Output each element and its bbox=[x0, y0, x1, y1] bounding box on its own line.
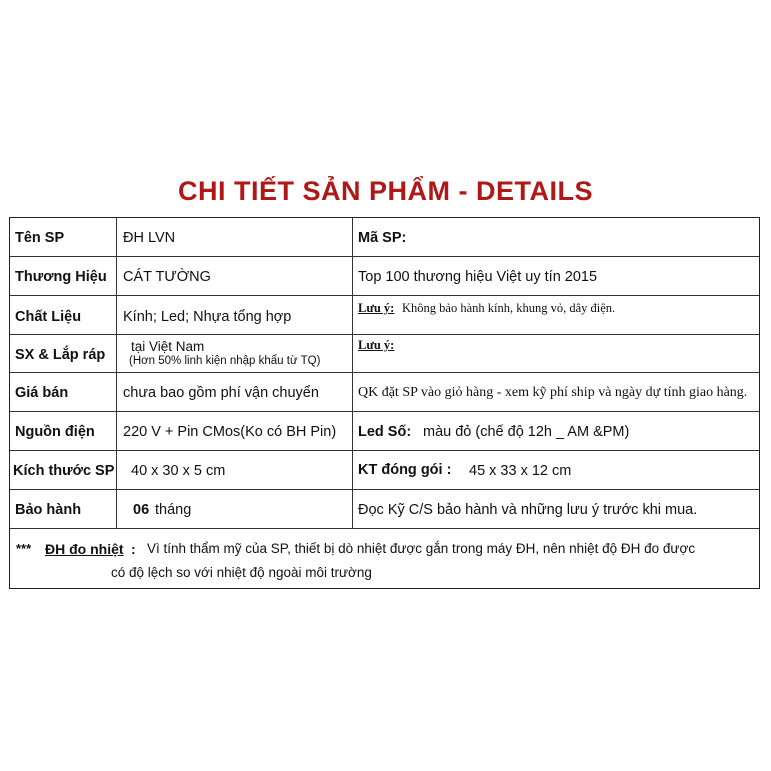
warranty-months: 06 bbox=[133, 502, 150, 518]
row-value: 40 x 30 x 5 cm bbox=[131, 463, 226, 479]
row-right-value: 45 x 33 x 12 cm bbox=[469, 463, 572, 479]
note-label: Lưu ý: bbox=[358, 338, 395, 352]
led-label: Led Số: bbox=[358, 424, 412, 440]
row-value: CÁT TƯỜNG bbox=[123, 269, 211, 285]
table-row bbox=[10, 296, 759, 335]
row-value: tháng bbox=[155, 502, 192, 518]
row-value: 220 V + Pin CMos(Ko có BH Pin) bbox=[123, 424, 337, 440]
row-value: tại Việt Nam bbox=[131, 339, 205, 354]
product-code-label: Mã SP: bbox=[358, 230, 407, 246]
row-value: ĐH LVN bbox=[123, 230, 176, 246]
note-label: Lưu ý: bbox=[358, 301, 395, 315]
row-label: Nguồn điện bbox=[15, 424, 95, 440]
footnote-stars: *** bbox=[16, 541, 32, 556]
footnote-line2: có độ lệch so với nhiệt độ ngoài môi trường bbox=[111, 565, 372, 580]
row-right-value: Không bảo hành kính, khung vỏ, dây điện. bbox=[402, 301, 616, 315]
table-row bbox=[10, 412, 759, 451]
row-right-value: Đọc Kỹ C/S bảo hành và những lưu ý trước khi mua. bbox=[358, 502, 698, 518]
row-right-value: Top 100 thương hiệu Việt uy tín 2015 bbox=[358, 269, 598, 285]
details-table bbox=[9, 217, 760, 589]
package-size-label: KT đóng gói : bbox=[358, 462, 452, 478]
table-row bbox=[10, 218, 759, 257]
footnote-label: ĐH đo nhiệt bbox=[45, 541, 124, 557]
row-label: Bảo hành bbox=[15, 502, 82, 518]
row-label: Chất Liệu bbox=[15, 309, 82, 325]
row-value-note: (Hơn 50% linh kiện nhập khẩu từ TQ) bbox=[129, 355, 321, 367]
table-row bbox=[10, 335, 759, 373]
row-right-value: QK đặt SP vào giỏ hàng - xem kỹ phí ship và ngày dự tính giao hàng. bbox=[358, 385, 748, 400]
row-value: Kính; Led; Nhựa tổng hợp bbox=[123, 309, 292, 325]
row-value: chưa bao gồm phí vận chuyển bbox=[123, 385, 319, 401]
page-title: CHI TIẾT SẢN PHẨM - DETAILS bbox=[178, 176, 593, 206]
row-label: Tên SP bbox=[15, 230, 65, 246]
table-row bbox=[10, 490, 759, 529]
table-row bbox=[10, 257, 759, 296]
table-row bbox=[10, 373, 759, 412]
table-row bbox=[10, 451, 759, 490]
footnote-line1: Vì tính thẩm mỹ của SP, thiết bị dò nhiệt được gắn trong máy ĐH, nên nhiệt độ ĐH đo được bbox=[147, 541, 696, 556]
row-label: Kích thước SP bbox=[13, 463, 115, 479]
row-label: Thương Hiệu bbox=[15, 269, 107, 285]
row-right-value: màu đỏ (chế độ 12h _ AM &PM) bbox=[423, 424, 630, 440]
row-label: Giá bán bbox=[15, 385, 69, 401]
footnote-separator: : bbox=[131, 541, 136, 557]
row-label: SX & Lắp ráp bbox=[15, 347, 106, 363]
footnote bbox=[10, 533, 759, 588]
